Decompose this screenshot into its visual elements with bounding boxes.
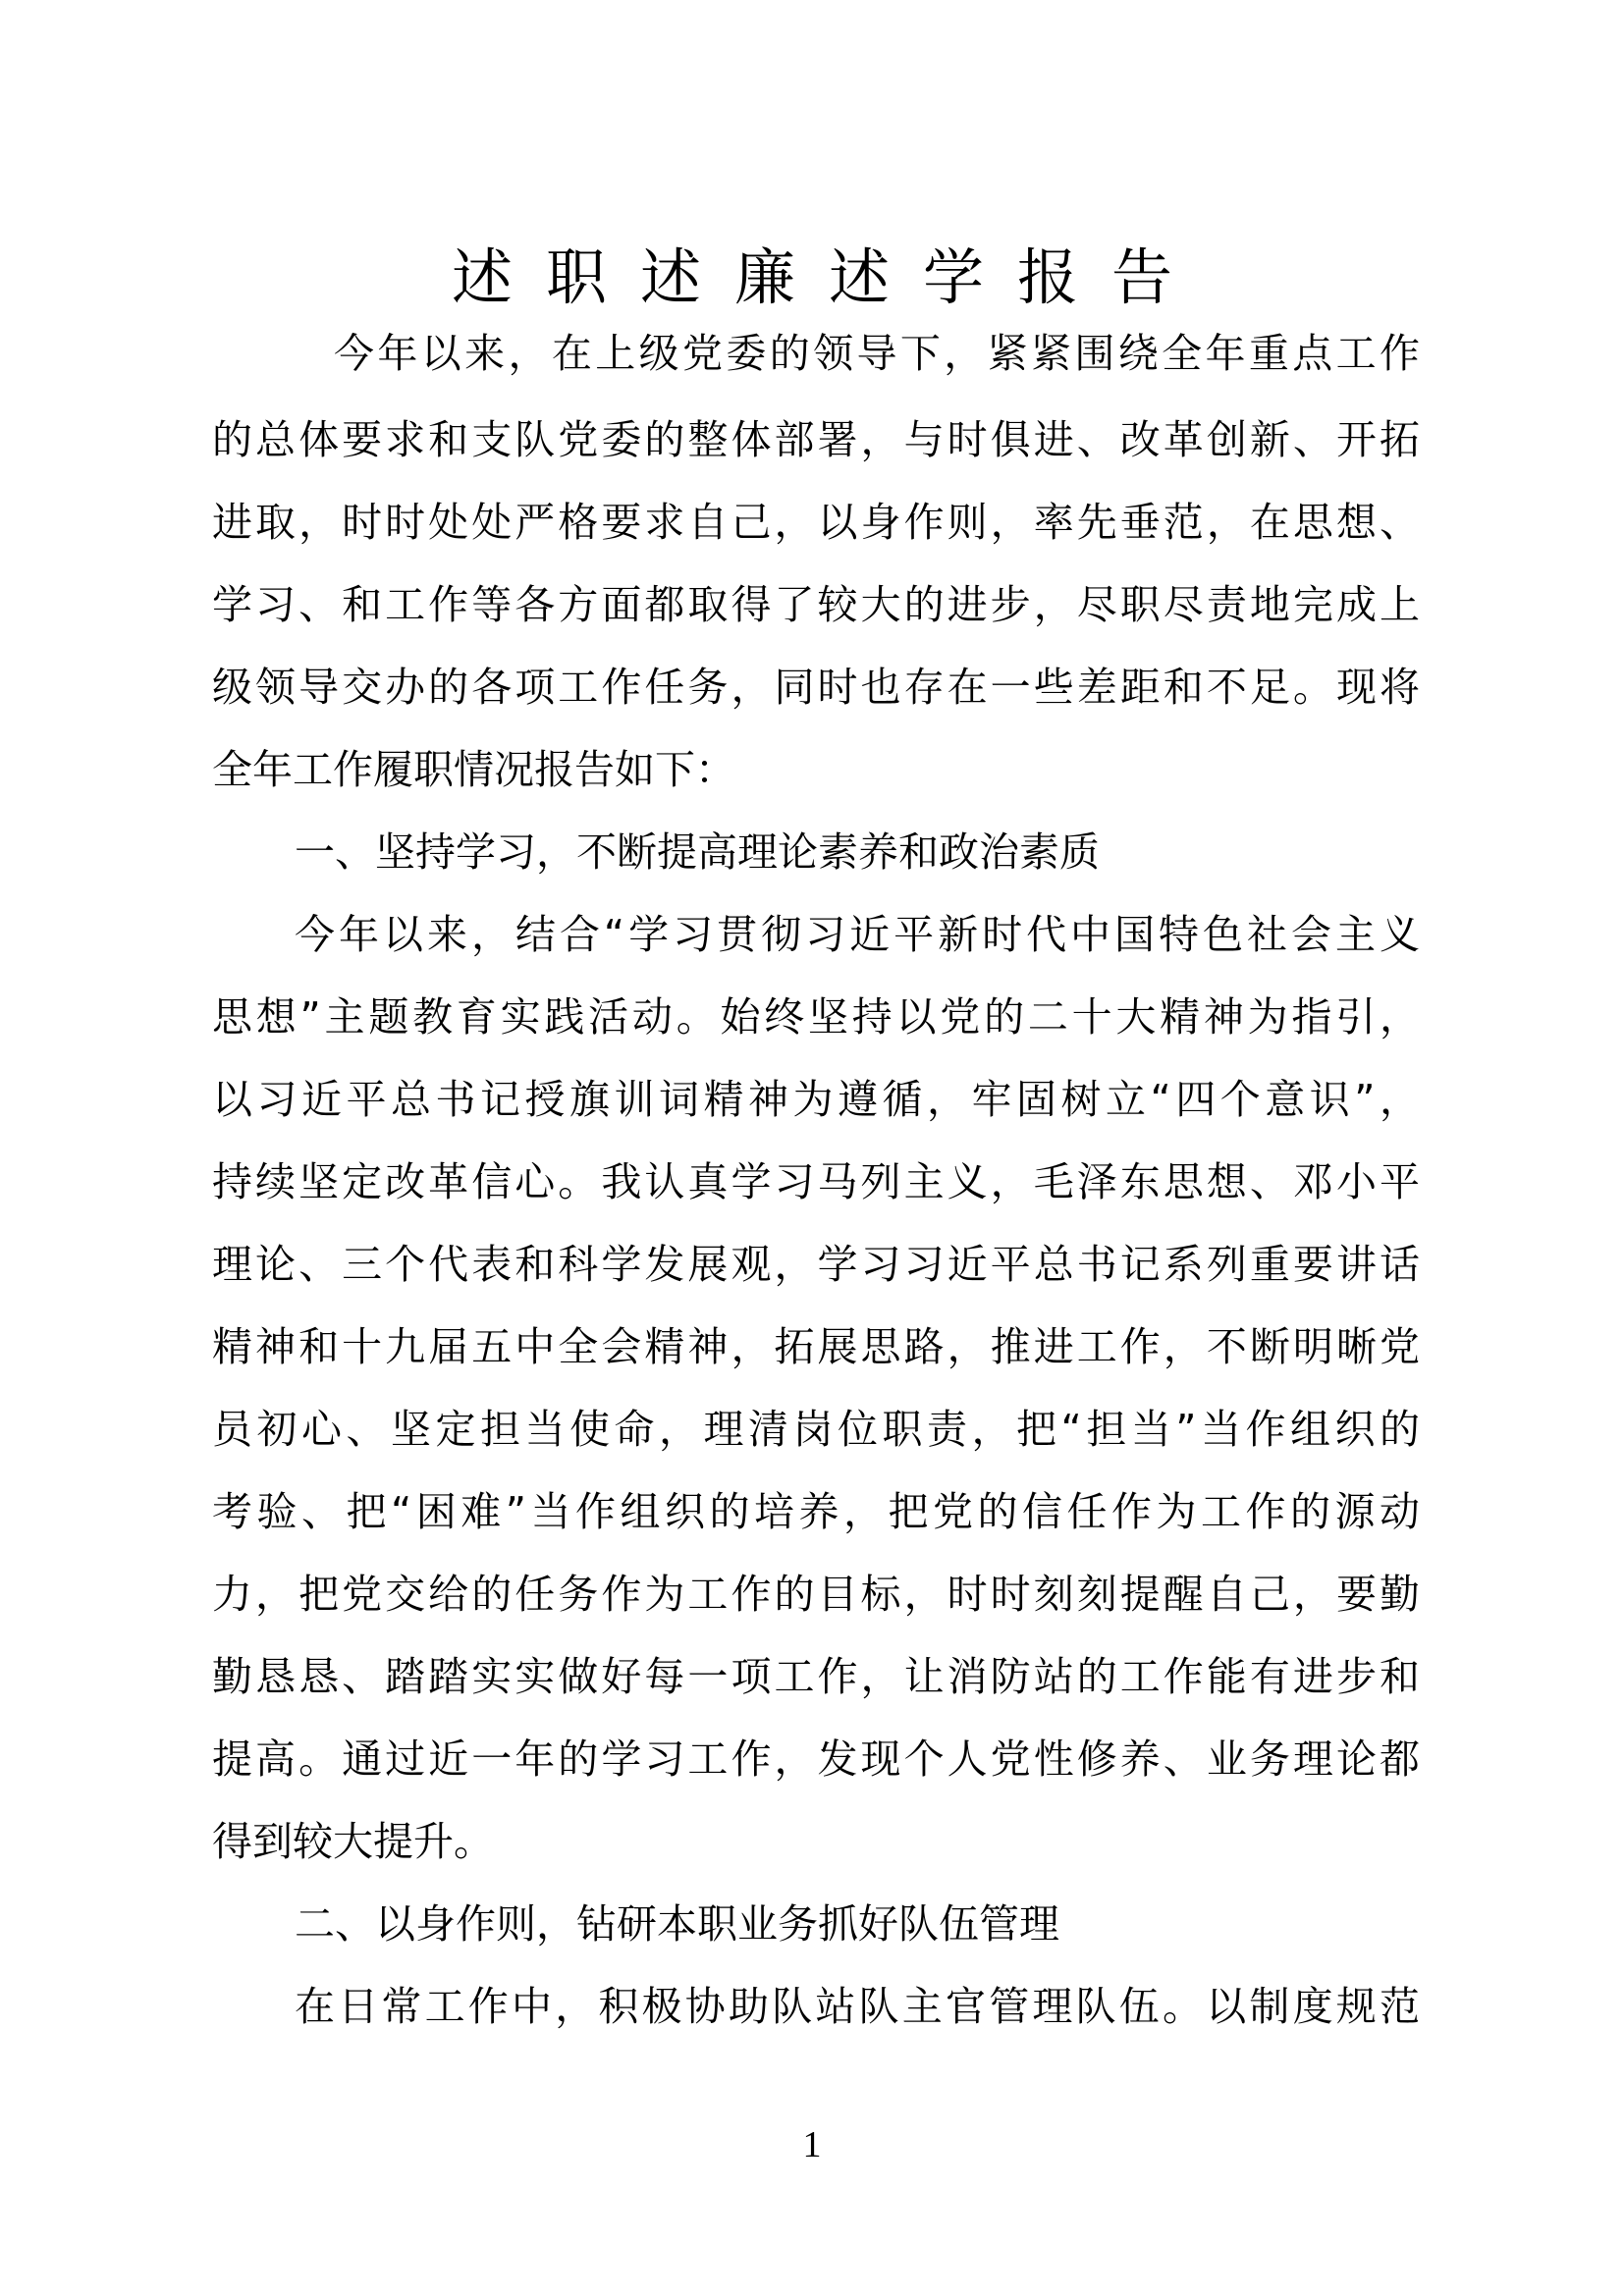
- paragraph-intro-line-5: 级领导交办的各项工作任务，同时也存在一些差距和不足。现将: [212, 664, 1420, 711]
- section-2-paragraph-line-1: 在日常工作中，积极协助队站队主官管理队伍。以制度规范: [295, 1983, 1420, 2030]
- paragraph-intro-line-1: 今年以来，在上级党委的领导下，紧紧围绕全年重点工作: [334, 330, 1420, 377]
- section-heading-2: 二、以身作则，钻研本职业务抓好队伍管理: [295, 1900, 1059, 1948]
- section-1-paragraph-line-4: 持续坚定改革信心。我认真学习马列主义，毛泽东思想、邓小平: [212, 1158, 1420, 1205]
- section-1-paragraph-line-2: 思想”主题教育实践活动。始终坚持以党的二十大精神为指引，: [212, 993, 1420, 1041]
- section-1-paragraph-line-6: 精神和十九届五中全会精神，拓展思路，推进工作，不断明晰党: [212, 1323, 1420, 1370]
- section-1-paragraph-line-5: 理论、三个代表和科学发展观，学习习近平总书记系列重要讲话: [212, 1241, 1420, 1288]
- paragraph-intro-line-4: 学习、和工作等各方面都取得了较大的进步，尽职尽责地完成上: [212, 581, 1420, 628]
- section-1-paragraph-line-3: 以习近平总书记授旗训词精神为遵循，牢固树立“四个意识”，: [212, 1076, 1420, 1123]
- paragraph-intro-line-6: 全年工作履职情况报告如下：: [212, 746, 735, 793]
- section-1-paragraph-line-10: 勤恳恳、踏踏实实做好每一项工作，让消防站的工作能有进步和: [212, 1653, 1420, 1700]
- section-1-paragraph-line-8: 考验、把“困难”当作组织的培养，把党的信任作为工作的源动: [212, 1488, 1420, 1535]
- document-title: 述职述廉述学报告: [451, 241, 1206, 313]
- section-1-paragraph-line-11: 提高。通过近一年的学习工作，发现个人党性修养、业务理论都: [212, 1735, 1420, 1783]
- section-1-paragraph-line-1: 今年以来，结合“学习贯彻习近平新时代中国特色社会主义: [295, 911, 1420, 958]
- section-1-paragraph-line-12: 得到较大提升。: [212, 1818, 494, 1865]
- section-1-paragraph-line-7: 员初心、坚定担当使命，理清岗位职责，把“担当”当作组织的: [212, 1406, 1420, 1453]
- section-1-paragraph-line-9: 力，把党交给的任务作为工作的目标，时时刻刻提醒自己，要勤: [212, 1571, 1420, 1618]
- page-number: 1: [802, 2124, 822, 2165]
- paragraph-intro-line-3: 进取，时时处处严格要求自己，以身作则，率先垂范，在思想、: [212, 499, 1420, 546]
- paragraph-intro-line-2: 的总体要求和支队党委的整体部署，与时俱进、改革创新、开拓: [212, 416, 1420, 463]
- section-heading-1: 一、坚持学习，不断提高理论素养和政治素质: [295, 828, 1100, 876]
